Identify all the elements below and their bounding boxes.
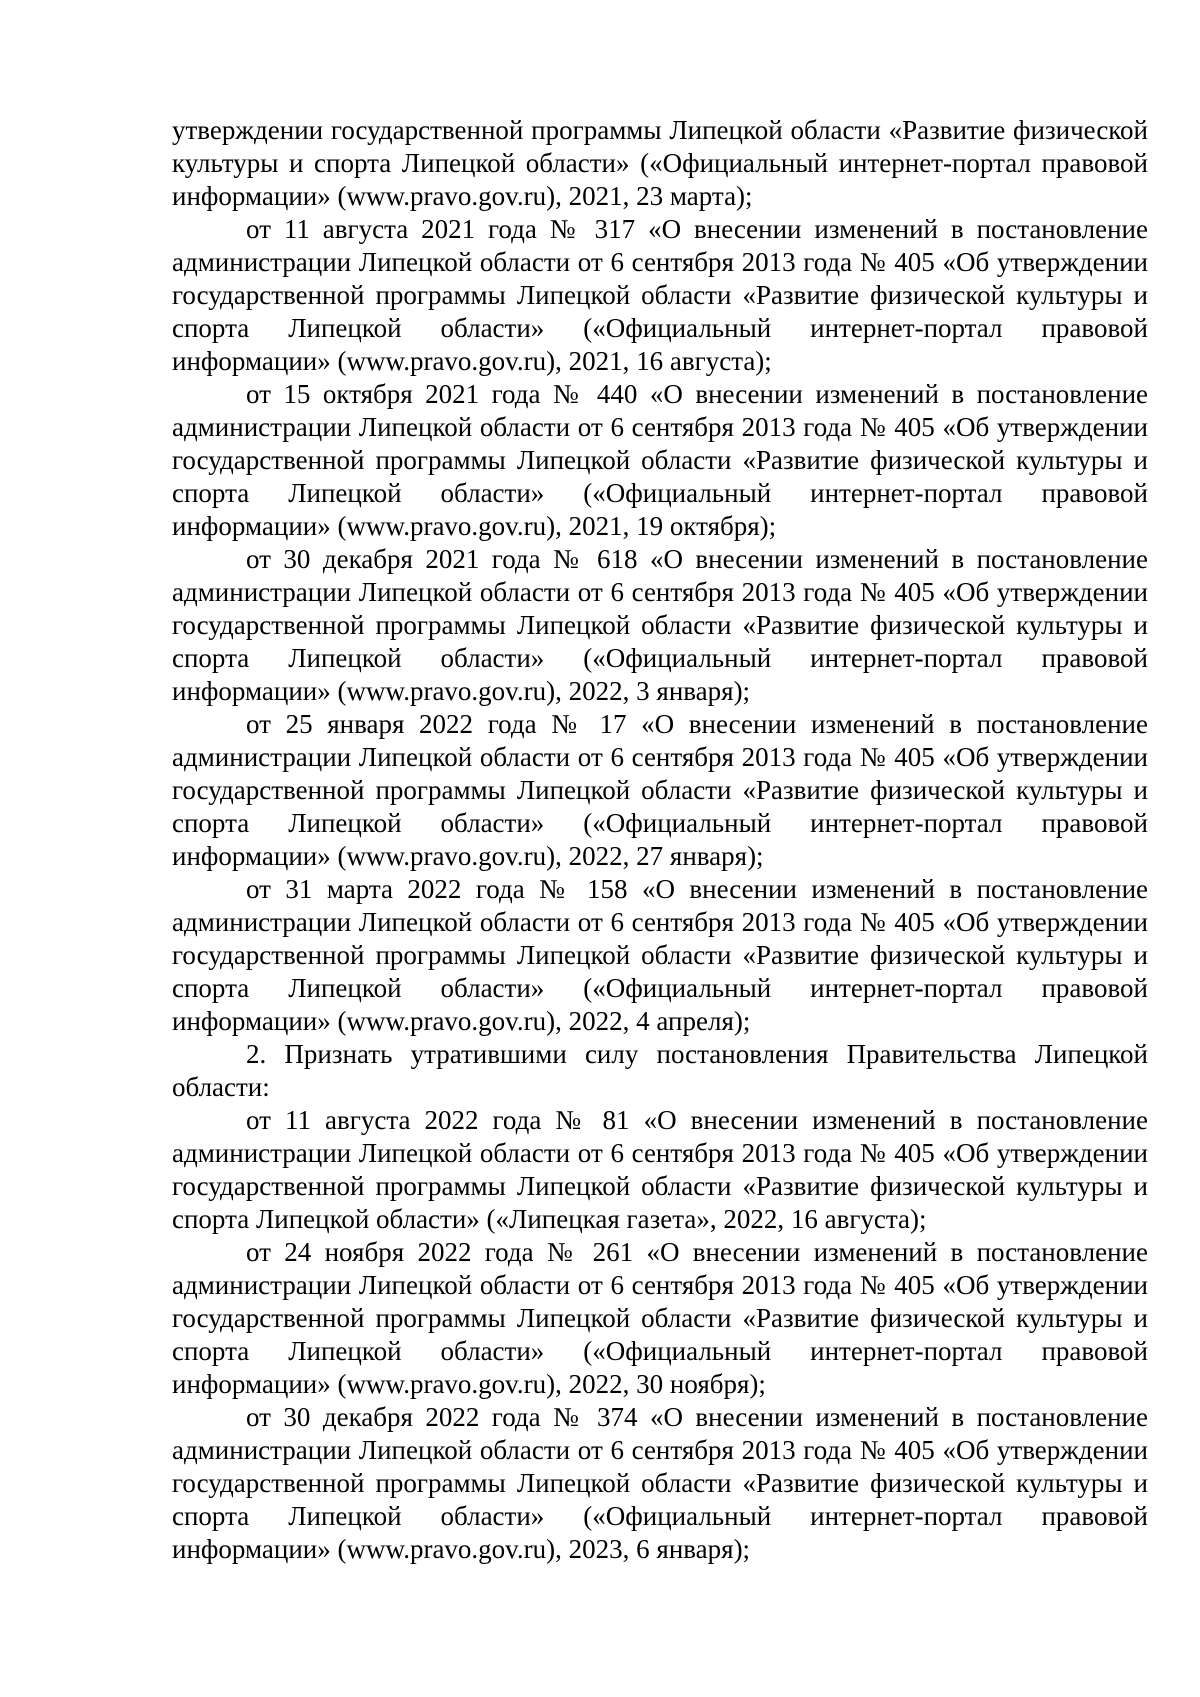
paragraph-resolution-261: от 24 ноября 2022 года № 261 «О внесении изменений в постановление администрации Липецкой области от 6 сентября 2013 года № 405 «Об утверждении государственной программы Липецкой области «Развитие физической культуры и спорта Липецкой области» («Официальный интернет-портал правовой информации» (www.pravo.gov.ru), 2022, 30 ноября); <box>172 1237 1148 1399</box>
paragraph-resolution-618: от 30 декабря 2021 года № 618 «О внесении изменений в постановление администрации Липецкой области от 6 сентября 2013 года № 405 «Об утверждении государственной программы Липецкой области «Развитие физической культуры и спорта Липецкой области» («Официальный интернет-портал правовой информации» (www.pravo.gov.ru), 2022, 3 января); <box>172 544 1148 706</box>
paragraph-resolution-17: от 25 января 2022 года № 17 «О внесении изменений в постановление администрации Липецкой области от 6 сентября 2013 года № 405 «Об утверждении государственной программы Липецкой области «Развитие физической культуры и спорта Липецкой области» («Официальный интернет-портал правовой информации» (www.pravo.gov.ru), 2022, 27 января); <box>172 709 1148 871</box>
paragraph-resolution-317: от 11 августа 2021 года № 317 «О внесении изменений в постановление администрации Липецкой области от 6 сентября 2013 года № 405 «Об утверждении государственной программы Липецкой области «Развитие физической культуры и спорта Липецкой области» («Официальный интернет-портал правовой информации» (www.pravo.gov.ru), 2021, 16 августа); <box>172 214 1148 376</box>
paragraph-resolution-440: от 15 октября 2021 года № 440 «О внесении изменений в постановление администрации Липецкой области от 6 сентября 2013 года № 405 «Об утверждении государственной программы Липецкой области «Развитие физической культуры и спорта Липецкой области» («Официальный интернет-портал правовой информации» (www.pravo.gov.ru), 2021, 19 октября); <box>172 379 1148 541</box>
paragraph-resolution-374: от 30 декабря 2022 года № 374 «О внесении изменений в постановление администрации Липецкой области от 6 сентября 2013 года № 405 «Об утверждении государственной программы Липецкой области «Развитие физической культуры и спорта Липецкой области» («Официальный интернет-портал правовой информации» (www.pravo.gov.ru), 2023, 6 января); <box>172 1402 1148 1564</box>
paragraph-item-2: 2. Признать утратившими силу постановления Правительства Липецкой области: <box>172 1039 1148 1102</box>
document-body <box>172 114 1148 1566</box>
paragraph-resolution-158: от 31 марта 2022 года № 158 «О внесении изменений в постановление администрации Липецкой области от 6 сентября 2013 года № 405 «Об утверждении государственной программы Липецкой области «Развитие физической культуры и спорта Липецкой области» («Официальный интернет-портал правовой информации» (www.pravo.gov.ru), 2022, 4 апреля); <box>172 874 1148 1036</box>
paragraph-resolution-81: от 11 августа 2022 года № 81 «О внесении изменений в постановление администрации Липецкой области от 6 сентября 2013 года № 405 «Об утверждении государственной программы Липецкой области «Развитие физической культуры и спорта Липецкой области» («Липецкая газета», 2022, 16 августа); <box>172 1105 1148 1234</box>
paragraph-continuation: утверждении государственной программы Липецкой области «Развитие физической культуры и спорта Липецкой области» («Официальный интернет-портал правовой информации» (www.pravo.gov.ru), 2021, 23 марта); <box>172 115 1148 211</box>
